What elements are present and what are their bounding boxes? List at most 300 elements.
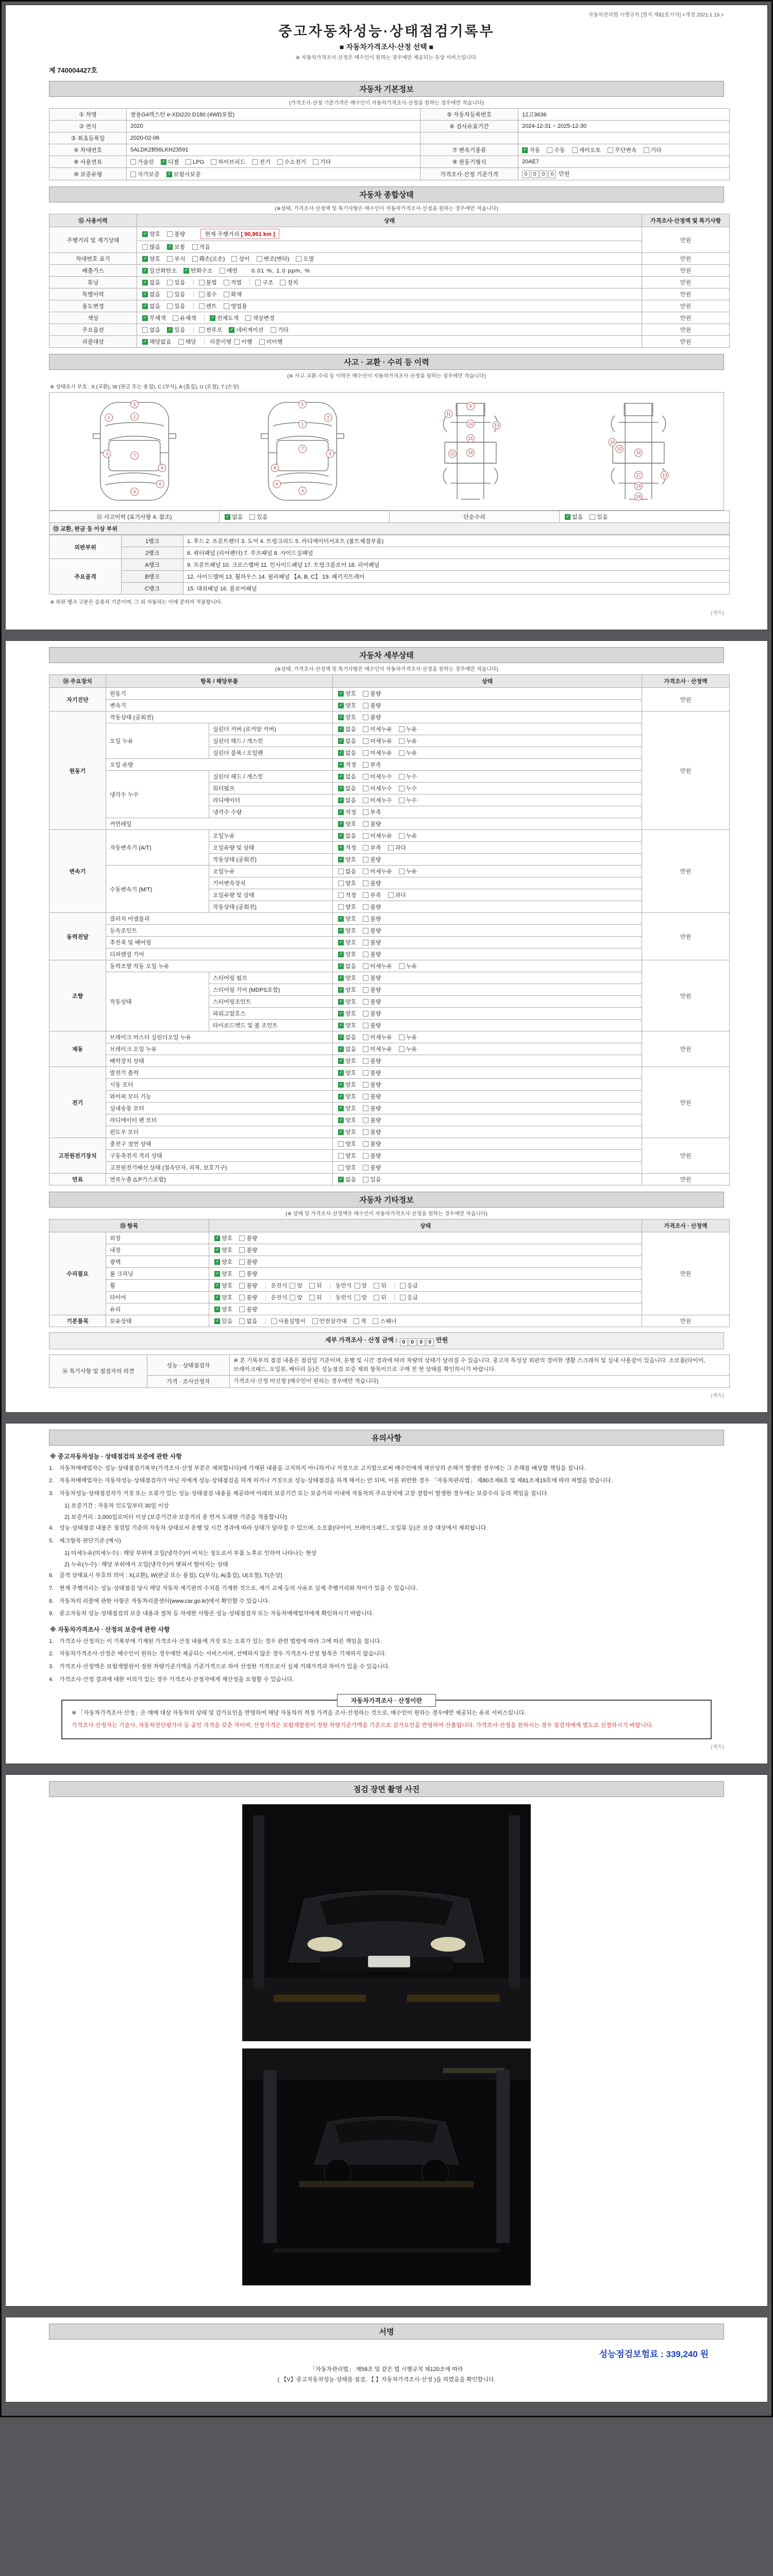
- checkbox-icon[interactable]: [363, 987, 368, 993]
- checkbox-option[interactable]: ✓ 양호: [338, 855, 356, 863]
- checkbox-option[interactable]: ✓ 없음: [338, 725, 356, 733]
- checkbox-icon[interactable]: [338, 1129, 344, 1135]
- checkbox-icon[interactable]: [214, 1259, 220, 1265]
- checkbox-icon[interactable]: [214, 1318, 220, 1324]
- checkbox-option[interactable]: ✓ 양호: [214, 1246, 232, 1254]
- checkbox-icon[interactable]: [271, 1318, 277, 1324]
- checkbox-option[interactable]: 누유: [399, 962, 417, 970]
- checkbox-option[interactable]: 구조: [255, 278, 273, 286]
- checkbox-icon[interactable]: [257, 256, 262, 262]
- checkbox-icon[interactable]: [338, 1165, 344, 1171]
- checkbox-option[interactable]: ✓ 없음: [338, 832, 356, 840]
- checkbox-option[interactable]: 있음: [167, 278, 185, 286]
- checkbox-icon[interactable]: [363, 952, 368, 957]
- checkbox-option[interactable]: ✓ 양호: [338, 938, 356, 946]
- checkbox-icon[interactable]: [239, 1318, 245, 1324]
- checkbox-icon[interactable]: [338, 798, 344, 803]
- checkbox-option[interactable]: ✓ 양호: [338, 820, 356, 828]
- checkbox-icon[interactable]: [239, 1307, 245, 1312]
- checkbox-icon[interactable]: [166, 172, 172, 177]
- checkbox-icon[interactable]: [199, 303, 205, 309]
- checkbox-option[interactable]: ✓ 양호: [214, 1234, 232, 1242]
- checkbox-icon[interactable]: [214, 1271, 220, 1277]
- checkbox-option[interactable]: 불량: [363, 1116, 381, 1124]
- checkbox-option[interactable]: ✓ 양호: [338, 1116, 356, 1124]
- checkbox-icon[interactable]: [142, 244, 148, 250]
- checkbox-icon[interactable]: [363, 1094, 368, 1099]
- checkbox-option[interactable]: 없음: [239, 1317, 257, 1325]
- checkbox-option[interactable]: 불량: [167, 230, 185, 238]
- checkbox-icon[interactable]: [290, 1283, 295, 1289]
- checkbox-option[interactable]: 누유: [399, 737, 417, 745]
- checkbox-option[interactable]: ✓ 자동: [522, 146, 540, 154]
- checkbox-icon[interactable]: [363, 1058, 368, 1064]
- checkbox-icon[interactable]: [590, 514, 595, 520]
- checkbox-option[interactable]: 있음: [590, 513, 608, 521]
- checkbox-option[interactable]: 불량: [363, 855, 381, 863]
- checkbox-option[interactable]: ✓ 있음: [214, 1317, 232, 1325]
- checkbox-option[interactable]: 있음: [363, 1175, 381, 1183]
- checkbox-option[interactable]: 불량: [363, 986, 381, 994]
- checkbox-icon[interactable]: [363, 762, 368, 768]
- checkbox-icon[interactable]: [142, 292, 148, 297]
- checkbox-icon[interactable]: [363, 845, 368, 851]
- checkbox-option[interactable]: 양호: [338, 903, 356, 911]
- checkbox-option[interactable]: ✓ 양호: [338, 1057, 356, 1065]
- checkbox-icon[interactable]: [167, 303, 173, 309]
- checkbox-icon[interactable]: [363, 726, 368, 732]
- checkbox-icon[interactable]: [338, 1046, 344, 1052]
- checkbox-option[interactable]: 미세누수: [363, 772, 392, 781]
- checkbox-option[interactable]: 가솔린: [130, 158, 154, 166]
- checkbox-icon[interactable]: [142, 268, 148, 274]
- checkbox-option[interactable]: 뒤: [374, 1293, 386, 1301]
- checkbox-icon[interactable]: [399, 774, 405, 779]
- checkbox-option[interactable]: 많음: [142, 243, 160, 251]
- checkbox-option[interactable]: ✓ 양호: [214, 1269, 232, 1278]
- checkbox-option[interactable]: 뒤: [309, 1293, 322, 1301]
- checkbox-icon[interactable]: [338, 975, 344, 981]
- checkbox-icon[interactable]: [224, 292, 229, 297]
- checkbox-option[interactable]: ✓ 양호: [338, 986, 356, 994]
- checkbox-option[interactable]: ✓ 없음: [338, 784, 356, 792]
- checkbox-icon[interactable]: [338, 1094, 344, 1099]
- checkbox-icon[interactable]: [363, 880, 368, 886]
- checkbox-icon[interactable]: [338, 833, 344, 839]
- checkbox-icon[interactable]: [363, 809, 368, 815]
- checkbox-option[interactable]: 수소전기: [277, 158, 307, 166]
- checkbox-option[interactable]: ✓ 양호: [338, 701, 356, 709]
- checkbox-icon[interactable]: [214, 1247, 220, 1253]
- checkbox-icon[interactable]: [211, 159, 216, 165]
- checkbox-icon[interactable]: [388, 845, 394, 851]
- checkbox-icon[interactable]: [399, 869, 405, 874]
- checkbox-option[interactable]: 하이브리드: [211, 158, 245, 166]
- checkbox-option[interactable]: ✓ 없음: [338, 1175, 356, 1183]
- checkbox-option[interactable]: 누수: [399, 796, 417, 804]
- checkbox-option[interactable]: 영업용: [224, 302, 247, 310]
- checkbox-option[interactable]: 썬루프: [199, 326, 223, 334]
- checkbox-option[interactable]: 적정: [338, 891, 356, 899]
- checkbox-option[interactable]: 불량: [363, 1092, 381, 1100]
- checkbox-icon[interactable]: [363, 904, 368, 910]
- checkbox-option[interactable]: ✓ 양호: [338, 1009, 356, 1018]
- checkbox-icon[interactable]: [363, 869, 368, 874]
- checkbox-icon[interactable]: [363, 975, 368, 981]
- checkbox-option[interactable]: 누유: [399, 832, 417, 840]
- checkbox-option[interactable]: 수동: [547, 146, 565, 154]
- checkbox-icon[interactable]: [239, 1295, 245, 1300]
- checkbox-option[interactable]: ✓ 보험사보증: [166, 170, 201, 178]
- checkbox-icon[interactable]: [572, 147, 578, 153]
- checkbox-option[interactable]: ✓ 적정: [338, 808, 356, 816]
- checkbox-icon[interactable]: [399, 798, 405, 803]
- checkbox-icon[interactable]: [224, 303, 229, 309]
- checkbox-option[interactable]: 이행: [234, 337, 252, 346]
- checkbox-option[interactable]: 불량: [363, 1128, 381, 1136]
- checkbox-icon[interactable]: [338, 750, 344, 756]
- checkbox-option[interactable]: ✓ 무채색: [142, 314, 166, 322]
- checkbox-icon[interactable]: [309, 1295, 315, 1300]
- checkbox-icon[interactable]: [338, 809, 344, 815]
- checkbox-icon[interactable]: [338, 774, 344, 779]
- checkbox-icon[interactable]: [608, 147, 613, 153]
- checkbox-option[interactable]: ✓ 양호: [338, 1069, 356, 1077]
- checkbox-icon[interactable]: [142, 339, 148, 345]
- checkbox-icon[interactable]: [363, 1129, 368, 1135]
- checkbox-icon[interactable]: [363, 798, 368, 803]
- checkbox-option[interactable]: ✓ 적정: [338, 843, 356, 852]
- checkbox-option[interactable]: 누유: [399, 1033, 417, 1041]
- checkbox-option[interactable]: ✓ 적정: [338, 760, 356, 769]
- checkbox-icon[interactable]: [239, 1247, 245, 1253]
- checkbox-option[interactable]: 없음: [338, 867, 356, 875]
- checkbox-icon[interactable]: [338, 892, 344, 898]
- checkbox-option[interactable]: ✓ 없음: [338, 1033, 356, 1041]
- checkbox-option[interactable]: ✓ 없음: [338, 1045, 356, 1053]
- checkbox-option[interactable]: 불량: [363, 701, 381, 709]
- checkbox-option[interactable]: 색상변경: [245, 314, 275, 322]
- checkbox-icon[interactable]: [363, 1070, 368, 1076]
- checkbox-option[interactable]: 불량: [363, 1104, 381, 1112]
- checkbox-option[interactable]: ✓ 없음: [338, 737, 356, 745]
- checkbox-icon[interactable]: [338, 1153, 344, 1159]
- checkbox-icon[interactable]: [214, 1295, 220, 1300]
- checkbox-icon[interactable]: [239, 1235, 245, 1241]
- checkbox-icon[interactable]: [363, 1141, 368, 1147]
- checkbox-option[interactable]: 불량: [363, 689, 381, 698]
- checkbox-option[interactable]: 장치: [280, 278, 298, 286]
- checkbox-icon[interactable]: [167, 327, 173, 333]
- checkbox-icon[interactable]: [399, 833, 405, 839]
- checkbox-option[interactable]: ✓ 양호: [214, 1305, 232, 1313]
- checkbox-option[interactable]: 뒤: [374, 1281, 386, 1290]
- checkbox-icon[interactable]: [363, 1035, 368, 1040]
- checkbox-icon[interactable]: [183, 268, 189, 274]
- checkbox-option[interactable]: 불량: [363, 1069, 381, 1077]
- checkbox-icon[interactable]: [214, 1235, 220, 1241]
- checkbox-option[interactable]: ✓ 없음: [142, 278, 160, 286]
- checkbox-icon[interactable]: [199, 292, 205, 297]
- checkbox-option[interactable]: 양호: [338, 1163, 356, 1172]
- checkbox-icon[interactable]: [229, 327, 234, 333]
- checkbox-icon[interactable]: [363, 786, 368, 791]
- checkbox-icon[interactable]: [277, 159, 283, 165]
- checkbox-icon[interactable]: [338, 691, 344, 697]
- checkbox-option[interactable]: 불량: [363, 903, 381, 911]
- checkbox-icon[interactable]: [225, 514, 230, 520]
- checkbox-icon[interactable]: [363, 750, 368, 756]
- checkbox-option[interactable]: 뒤: [309, 1281, 322, 1290]
- checkbox-option[interactable]: 미세누유: [363, 749, 392, 757]
- checkbox-option[interactable]: ✓ 양호: [338, 974, 356, 982]
- checkbox-icon[interactable]: [399, 1046, 405, 1052]
- checkbox-icon[interactable]: [178, 339, 184, 345]
- checkbox-option[interactable]: 과다: [388, 891, 406, 899]
- checkbox-option[interactable]: ✓ 양호: [338, 1128, 356, 1136]
- checkbox-icon[interactable]: [355, 1283, 360, 1289]
- checkbox-option[interactable]: 기타: [313, 158, 331, 166]
- checkbox-icon[interactable]: [167, 256, 173, 262]
- checkbox-option[interactable]: ✓ 없음: [565, 513, 583, 521]
- checkbox-option[interactable]: 앞: [290, 1281, 303, 1290]
- checkbox-option[interactable]: 전기: [252, 158, 270, 166]
- checkbox-icon[interactable]: [142, 315, 148, 321]
- checkbox-icon[interactable]: [249, 514, 255, 520]
- checkbox-icon[interactable]: [309, 1283, 315, 1289]
- checkbox-icon[interactable]: [259, 339, 265, 345]
- checkbox-icon[interactable]: [338, 987, 344, 993]
- checkbox-icon[interactable]: [214, 1283, 220, 1289]
- checkbox-icon[interactable]: [399, 738, 405, 744]
- checkbox-icon[interactable]: [252, 159, 258, 165]
- checkbox-option[interactable]: 불량: [363, 713, 381, 721]
- checkbox-icon[interactable]: [363, 999, 368, 1005]
- checkbox-option[interactable]: 불량: [363, 974, 381, 982]
- checkbox-icon[interactable]: [399, 786, 405, 791]
- checkbox-icon[interactable]: [142, 327, 148, 333]
- checkbox-icon[interactable]: [271, 327, 276, 333]
- checkbox-icon[interactable]: [142, 231, 148, 237]
- checkbox-option[interactable]: ✓ 양호: [338, 1104, 356, 1112]
- checkbox-icon[interactable]: [363, 1082, 368, 1088]
- checkbox-option[interactable]: ✓ 양호: [338, 1021, 356, 1029]
- checkbox-option[interactable]: 불량: [363, 1080, 381, 1089]
- checkbox-icon[interactable]: [338, 1117, 344, 1123]
- checkbox-option[interactable]: 불량: [239, 1281, 257, 1290]
- checkbox-icon[interactable]: [199, 327, 205, 333]
- checkbox-option[interactable]: 부족: [363, 760, 381, 769]
- checkbox-icon[interactable]: [363, 774, 368, 779]
- checkbox-icon[interactable]: [363, 703, 368, 708]
- checkbox-icon[interactable]: [245, 315, 251, 321]
- checkbox-option[interactable]: 무단변속: [608, 146, 637, 154]
- checkbox-option[interactable]: ✓ 양호: [214, 1258, 232, 1266]
- checkbox-option[interactable]: 스패너: [373, 1317, 396, 1325]
- checkbox-icon[interactable]: [338, 880, 344, 886]
- checkbox-option[interactable]: 있음: [167, 302, 185, 310]
- checkbox-icon[interactable]: [363, 833, 368, 839]
- checkbox-icon[interactable]: [338, 786, 344, 791]
- checkbox-icon[interactable]: [363, 940, 368, 945]
- checkbox-option[interactable]: 누유: [399, 867, 417, 875]
- checkbox-option[interactable]: 누유: [399, 725, 417, 733]
- checkbox-option[interactable]: 유채색: [173, 314, 196, 322]
- checkbox-option[interactable]: 누유: [399, 749, 417, 757]
- checkbox-option[interactable]: 적법: [224, 278, 242, 286]
- checkbox-option[interactable]: ✓ 탄화수소: [183, 266, 213, 275]
- checkbox-option[interactable]: 부족: [363, 891, 381, 899]
- checkbox-icon[interactable]: [338, 952, 344, 957]
- checkbox-icon[interactable]: [363, 857, 368, 862]
- checkbox-icon[interactable]: [167, 231, 173, 237]
- checkbox-icon[interactable]: [161, 159, 166, 165]
- checkbox-option[interactable]: ✓양호: [142, 230, 160, 238]
- checkbox-icon[interactable]: [186, 159, 191, 165]
- checkbox-icon[interactable]: [399, 1035, 405, 1040]
- checkbox-icon[interactable]: [199, 280, 205, 285]
- checkbox-option[interactable]: ✓ 양호: [338, 713, 356, 721]
- checkbox-icon[interactable]: [239, 1283, 245, 1289]
- checkbox-icon[interactable]: [363, 1046, 368, 1052]
- checkbox-option[interactable]: 불량: [363, 914, 381, 923]
- checkbox-icon[interactable]: [363, 892, 368, 898]
- checkbox-option[interactable]: 불량: [363, 950, 381, 958]
- checkbox-option[interactable]: 불법: [199, 278, 217, 286]
- checkbox-icon[interactable]: [374, 1283, 379, 1289]
- checkbox-icon[interactable]: [214, 1307, 220, 1312]
- checkbox-option[interactable]: ✓ 전체도색: [210, 314, 239, 322]
- checkbox-option[interactable]: 안전삼각대: [312, 1317, 347, 1325]
- checkbox-option[interactable]: ✓ 없음: [338, 749, 356, 757]
- checkbox-icon[interactable]: [363, 691, 368, 697]
- checkbox-icon[interactable]: [142, 256, 148, 262]
- checkbox-option[interactable]: ✓ 없음: [142, 302, 160, 310]
- checkbox-icon[interactable]: [234, 339, 240, 345]
- checkbox-icon[interactable]: [231, 256, 237, 262]
- checkbox-icon[interactable]: [290, 1295, 295, 1300]
- checkbox-option[interactable]: 미세누유: [363, 1033, 392, 1041]
- checkbox-option[interactable]: 세미오토: [572, 146, 601, 154]
- checkbox-icon[interactable]: [338, 726, 344, 732]
- checkbox-option[interactable]: ✓ 없음: [338, 772, 356, 781]
- checkbox-icon[interactable]: [296, 256, 301, 262]
- checkbox-option[interactable]: 미세누유: [363, 1045, 392, 1053]
- checkbox-option[interactable]: 양호: [338, 1151, 356, 1160]
- checkbox-option[interactable]: 미세누유: [363, 962, 392, 970]
- checkbox-icon[interactable]: [363, 715, 368, 720]
- checkbox-option[interactable]: 양호: [338, 879, 356, 887]
- checkbox-option[interactable]: ✓ 양호: [338, 1092, 356, 1100]
- checkbox-icon[interactable]: [239, 1259, 245, 1265]
- checkbox-icon[interactable]: [130, 159, 136, 165]
- checkbox-icon[interactable]: [338, 928, 344, 934]
- checkbox-icon[interactable]: [363, 1011, 368, 1016]
- checkbox-option[interactable]: 기타: [271, 326, 289, 334]
- checkbox-option[interactable]: 변조(변타): [257, 255, 290, 263]
- checkbox-option[interactable]: ✓ 양호: [338, 950, 356, 958]
- checkbox-option[interactable]: 불량: [363, 1009, 381, 1018]
- checkbox-icon[interactable]: [338, 999, 344, 1005]
- checkbox-icon[interactable]: [192, 244, 198, 250]
- checkbox-icon[interactable]: [167, 280, 173, 285]
- checkbox-icon[interactable]: [399, 750, 405, 756]
- checkbox-icon[interactable]: [399, 963, 405, 969]
- checkbox-option[interactable]: ✓ 양호: [338, 1080, 356, 1089]
- checkbox-icon[interactable]: [338, 940, 344, 945]
- checkbox-option[interactable]: 부족: [363, 808, 381, 816]
- checkbox-icon[interactable]: [338, 1070, 344, 1076]
- checkbox-icon[interactable]: [130, 172, 136, 177]
- checkbox-option[interactable]: 양호: [338, 1140, 356, 1148]
- checkbox-icon[interactable]: [338, 703, 344, 708]
- checkbox-option[interactable]: LPG: [186, 159, 204, 165]
- checkbox-icon[interactable]: [338, 738, 344, 744]
- checkbox-option[interactable]: 상이: [231, 255, 249, 263]
- checkbox-icon[interactable]: [338, 963, 344, 969]
- checkbox-option[interactable]: 불량: [363, 1021, 381, 1029]
- checkbox-icon[interactable]: [224, 280, 229, 285]
- checkbox-icon[interactable]: [354, 1318, 359, 1324]
- checkbox-option[interactable]: ✓ 양호: [214, 1293, 232, 1301]
- checkbox-option[interactable]: ✓ 없음: [225, 513, 243, 521]
- checkbox-icon[interactable]: [192, 256, 198, 262]
- checkbox-icon[interactable]: [565, 514, 570, 520]
- checkbox-option[interactable]: 훼손(오손): [192, 255, 225, 263]
- checkbox-icon[interactable]: [338, 1023, 344, 1028]
- checkbox-option[interactable]: 부식: [167, 255, 185, 263]
- checkbox-option[interactable]: 불량: [363, 926, 381, 935]
- checkbox-option[interactable]: 불량: [239, 1269, 257, 1278]
- checkbox-icon[interactable]: [220, 268, 225, 274]
- checkbox-option[interactable]: ✓ 양호: [338, 689, 356, 698]
- checkbox-icon[interactable]: [313, 159, 318, 165]
- checkbox-option[interactable]: 미세누유: [363, 725, 392, 733]
- checkbox-option[interactable]: 매연: [220, 266, 238, 275]
- checkbox-icon[interactable]: [363, 916, 368, 922]
- checkbox-option[interactable]: 누수: [399, 772, 417, 781]
- checkbox-option[interactable]: 앞: [290, 1293, 303, 1301]
- checkbox-option[interactable]: 불량: [363, 938, 381, 946]
- checkbox-icon[interactable]: [363, 1177, 368, 1182]
- checkbox-option[interactable]: 미세누유: [363, 737, 392, 745]
- checkbox-option[interactable]: 적음: [192, 243, 210, 251]
- checkbox-option[interactable]: 부족: [363, 843, 381, 852]
- checkbox-option[interactable]: ✓ 일산화탄소: [142, 266, 177, 275]
- checkbox-option[interactable]: 해당: [178, 337, 196, 346]
- checkbox-icon[interactable]: [338, 762, 344, 768]
- checkbox-icon[interactable]: [400, 1295, 406, 1300]
- checkbox-option[interactable]: ✓ 해당없음: [142, 337, 172, 346]
- checkbox-icon[interactable]: [355, 1295, 360, 1300]
- checkbox-option[interactable]: 있음: [167, 290, 185, 298]
- checkbox-option[interactable]: 불량: [363, 1151, 381, 1160]
- checkbox-option[interactable]: 누유: [399, 1045, 417, 1053]
- checkbox-option[interactable]: 불량: [239, 1234, 257, 1242]
- checkbox-icon[interactable]: [363, 1153, 368, 1159]
- checkbox-option[interactable]: ✓ 양호: [214, 1281, 232, 1290]
- checkbox-option[interactable]: 미세누유: [363, 867, 392, 875]
- checkbox-icon[interactable]: [167, 244, 173, 250]
- checkbox-icon[interactable]: [338, 715, 344, 720]
- checkbox-icon[interactable]: [312, 1318, 318, 1324]
- checkbox-option[interactable]: 불량: [239, 1246, 257, 1254]
- checkbox-icon[interactable]: [338, 916, 344, 922]
- checkbox-icon[interactable]: [547, 147, 552, 153]
- checkbox-icon[interactable]: [167, 292, 173, 297]
- checkbox-option[interactable]: ✓ 없음: [338, 796, 356, 804]
- checkbox-option[interactable]: 앞: [355, 1281, 367, 1290]
